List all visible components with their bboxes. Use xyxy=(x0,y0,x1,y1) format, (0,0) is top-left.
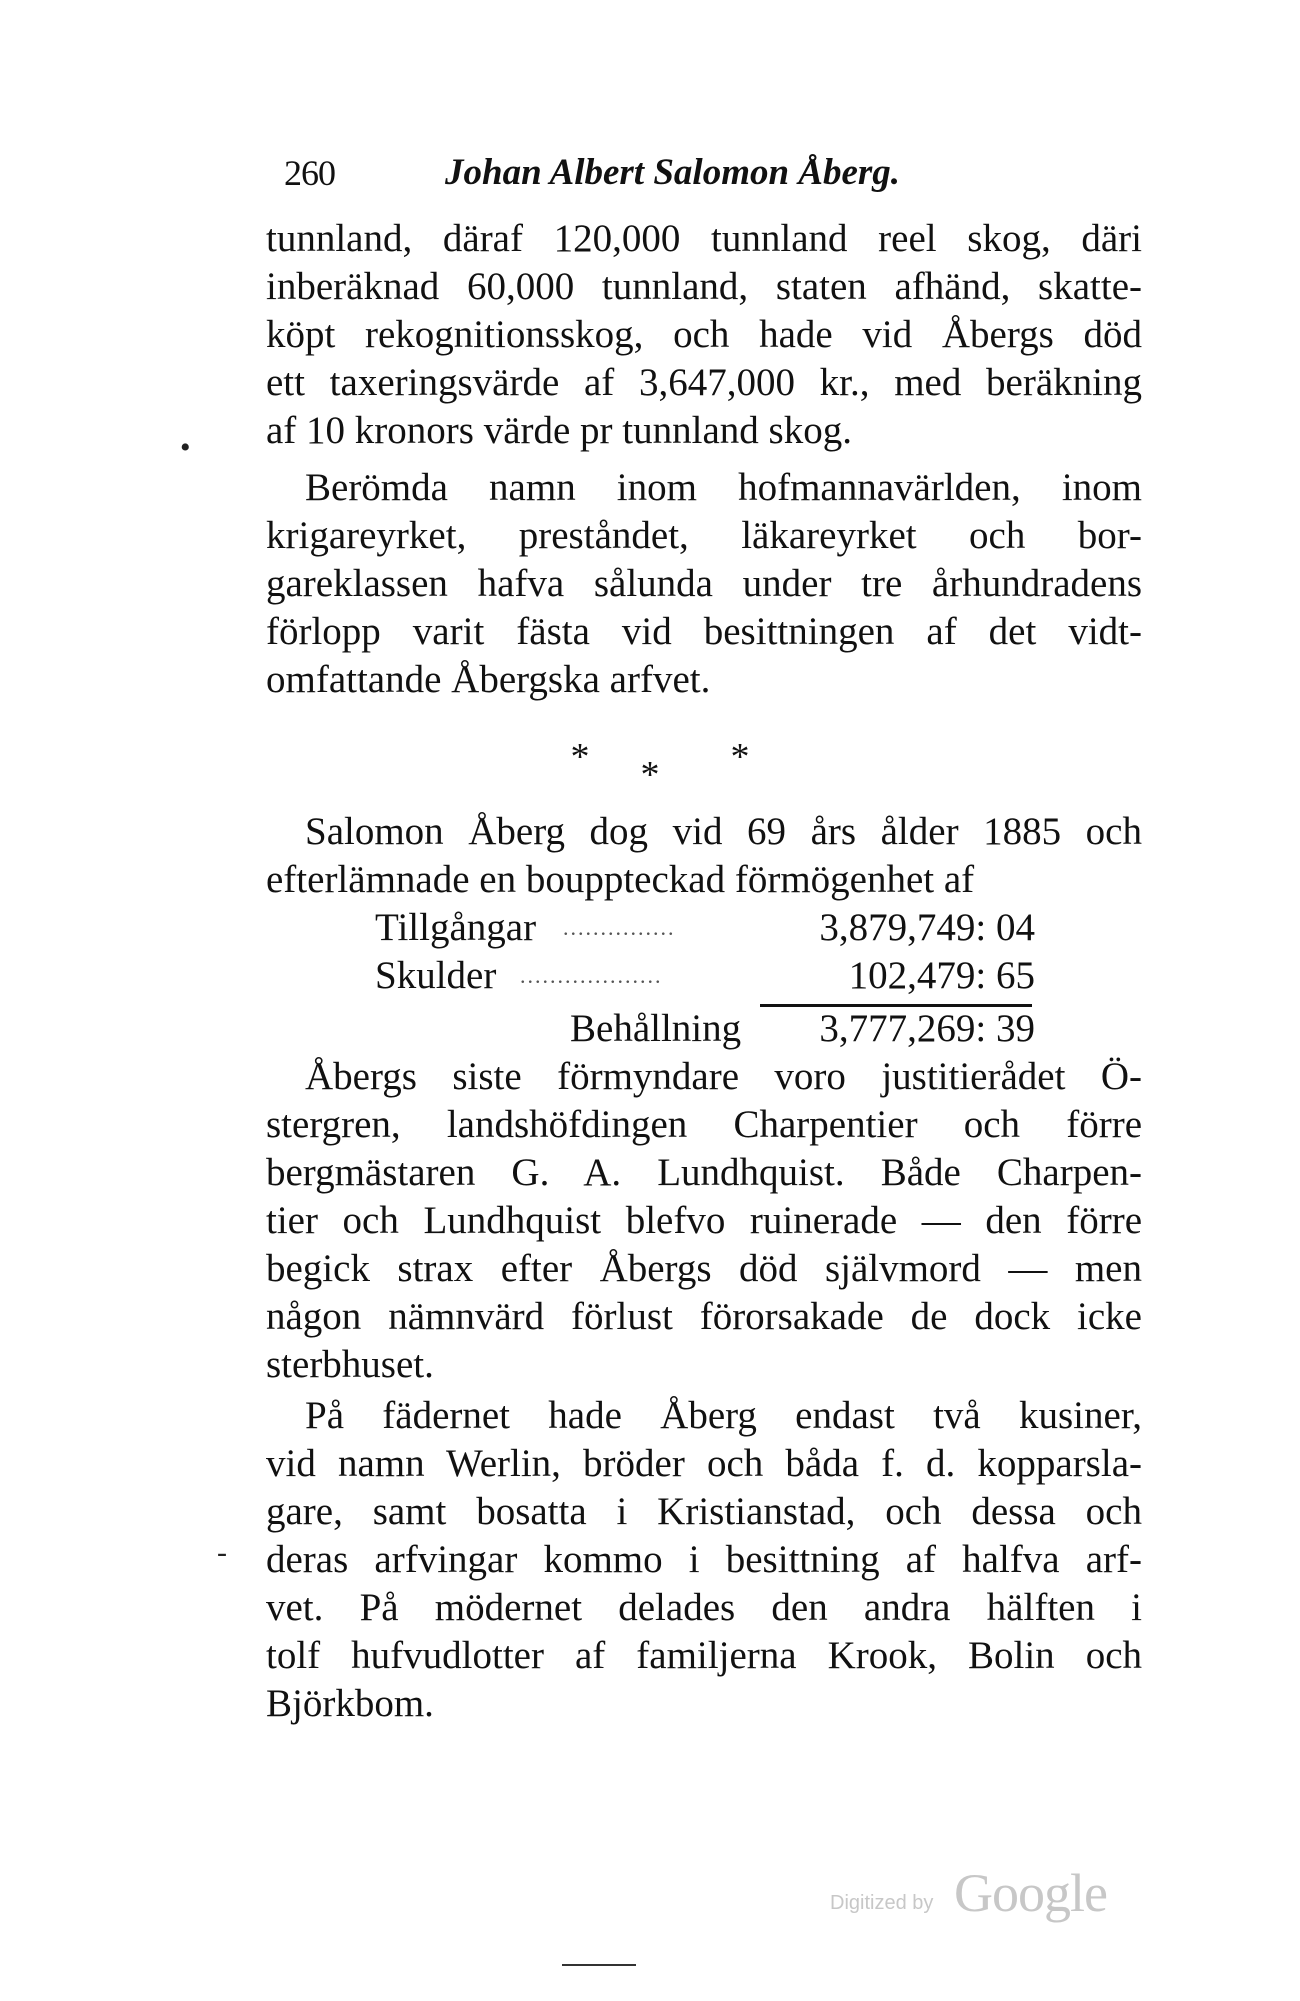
text-line-23: deras arfvingar kommo i besittning af halfva arf- xyxy=(266,1538,1142,1581)
assets-label: Tillgångar xyxy=(375,906,537,949)
text-line-15: bergmästaren G. A. Lundhquist. Både Charpen- xyxy=(266,1151,1142,1194)
text-line-9: förlopp varit fästa vid besittningen af det vidt- xyxy=(266,610,1142,653)
assets-value: 3,879,749: 04 xyxy=(819,906,1035,949)
text-line-18: någon nämnvärd förlust förorsakade de dock icke xyxy=(266,1295,1142,1338)
debts-label: Skulder xyxy=(375,954,497,997)
separator-star: * xyxy=(570,736,590,778)
text-line-10: omfattande Åbergska arfvet. xyxy=(266,658,711,701)
text-line-22: gare, samt bosatta i Kristianstad, och dessa och xyxy=(266,1490,1142,1533)
text-line-20: På fädernet hade Åberg endast två kusiner, xyxy=(305,1394,1142,1437)
debts-leader-dots: ................... xyxy=(520,963,663,988)
assets-row xyxy=(375,904,1035,952)
text-line-12: efterlämnade en bouppteckad förmögenhet af xyxy=(266,858,975,901)
text-line-5: af 10 kronors värde pr tunnland skog. xyxy=(266,409,852,452)
text-line-16: tier och Lundhquist blefvo ruinerade — den förre xyxy=(266,1199,1142,1242)
bottom-rule xyxy=(562,1964,636,1966)
page-number: 260 xyxy=(284,153,335,193)
text-line-14: stergren, landshöfdingen Charpentier och förre xyxy=(266,1103,1142,1146)
text-line-24: vet. På mödernet delades den andra hälften i xyxy=(266,1586,1142,1629)
text-line-19: sterbhuset. xyxy=(266,1343,434,1386)
text-line-25: tolf hufvudlotter af familjerna Krook, Bolin och xyxy=(266,1634,1142,1677)
balance-label: Behållning xyxy=(570,1007,742,1050)
running-head: Johan Albert Salomon Åberg. xyxy=(445,152,901,193)
assets-leader-dots: ............... xyxy=(563,915,676,940)
margin-dot-mark: • xyxy=(180,431,191,464)
text-line-7: krigareyrket, preståndet, läkareyrket och bor- xyxy=(266,514,1142,557)
text-line-3: köpt rekognitionsskog, och hade vid Åbergs död xyxy=(266,313,1142,356)
text-line-21: vid namn Werlin, bröder och båda f. d. kopparsla- xyxy=(266,1442,1142,1485)
text-line-11: Salomon Åberg dog vid 69 års ålder 1885 och xyxy=(305,810,1142,853)
text-line-2: inberäknad 60,000 tunnland, staten afhänd, skatte- xyxy=(266,265,1142,308)
balance-value: 3,777,269: 39 xyxy=(819,1007,1035,1050)
text-line-26: Björkbom. xyxy=(266,1682,434,1725)
text-line-4: ett taxeringsvärde af 3,647,000 kr., med beräkning xyxy=(266,361,1142,404)
text-line-17: begick strax efter Åbergs död självmord — men xyxy=(266,1247,1142,1290)
digitized-by-label: Digitized by xyxy=(830,1892,934,1914)
text-line-8: gareklassen hafva sålunda under tre århundradens xyxy=(266,562,1142,605)
text-line-13: Åbergs siste förmyndare voro justitierådet Ö- xyxy=(305,1055,1142,1098)
separator-star: * xyxy=(730,736,750,778)
text-line-6: Berömda namn inom hofmannavärlden, inom xyxy=(305,466,1142,509)
google-logo-text: Google xyxy=(954,1863,1107,1923)
page-header xyxy=(0,148,1300,198)
google-digitized-watermark xyxy=(830,1862,1130,1932)
section-separator xyxy=(560,735,800,805)
debts-row xyxy=(375,952,1035,1000)
separator-star: * xyxy=(640,754,660,796)
balance-row xyxy=(570,1005,1035,1053)
debts-value: 102,479: 65 xyxy=(848,954,1035,997)
margin-dash-mark: - xyxy=(217,1536,227,1569)
text-line-1: tunnland, däraf 120,000 tunnland reel skog, däri xyxy=(266,217,1142,260)
